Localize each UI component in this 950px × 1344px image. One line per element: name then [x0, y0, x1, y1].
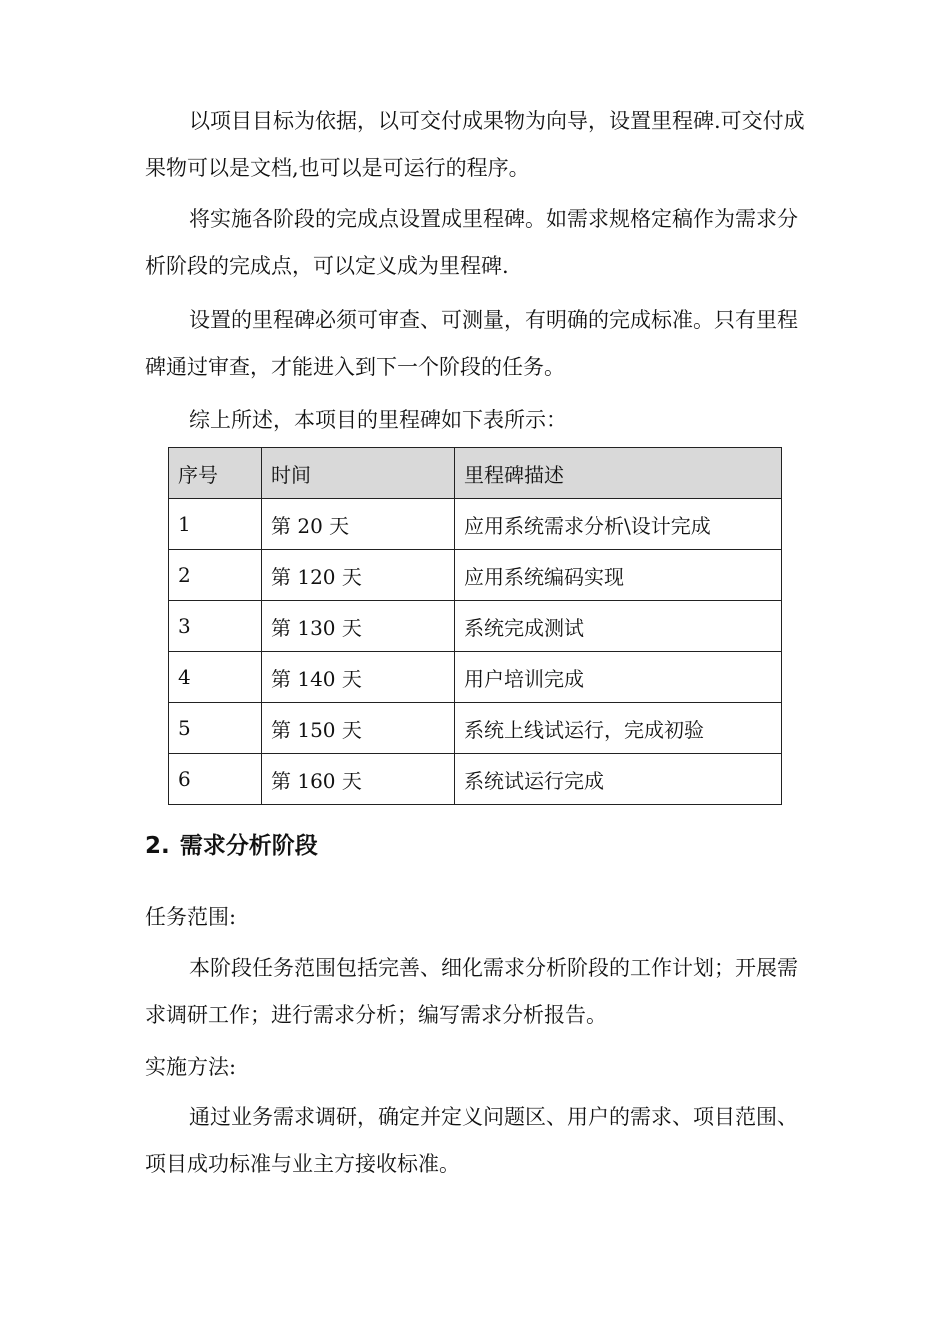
- section-title: 需求分析阶段: [179, 833, 318, 859]
- table-row: [169, 754, 782, 805]
- table-row: [169, 703, 782, 754]
- section-number: 2.: [145, 833, 170, 859]
- cell-description: 系统完成测试: [455, 601, 782, 652]
- cell-description: 应用系统编码实现: [455, 550, 782, 601]
- paragraph-milestone-phases: 将实施各阶段的完成点设置成里程碑。如需求规格定稿作为需求分析阶段的完成点，可以定义成为里程碑.: [145, 207, 798, 278]
- cell-time: 第 140 天: [262, 652, 455, 703]
- cell-time: 第 130 天: [262, 601, 455, 652]
- scope-label: 任务范围:: [145, 905, 237, 929]
- method-paragraph: 通过业务需求调研，确定并定义问题区、用户的需求、项目范围、项目成功标准与业主方接收标准。: [145, 1105, 798, 1176]
- cell-index: 2: [169, 550, 262, 601]
- cell-index: 4: [169, 652, 262, 703]
- cell-description: 系统上线试运行，完成初验: [455, 703, 782, 754]
- milestone-table: [168, 447, 782, 805]
- method-label: 实施方法:: [145, 1055, 237, 1079]
- paragraph-table-intro: 综上所述，本项目的里程碑如下表所示：: [189, 408, 567, 432]
- cell-description: 应用系统需求分析\设计完成: [455, 499, 782, 550]
- cell-index: 3: [169, 601, 262, 652]
- scope-paragraph: 本阶段任务范围包括完善、细化需求分析阶段的工作计划；开展需求调研工作；进行需求分析；编写需求分析报告。: [145, 956, 798, 1027]
- cell-index: 5: [169, 703, 262, 754]
- cell-time: 第 150 天: [262, 703, 455, 754]
- column-header-time: 时间: [262, 448, 455, 499]
- table-row: [169, 601, 782, 652]
- cell-description: 系统试运行完成: [455, 754, 782, 805]
- cell-index: 6: [169, 754, 262, 805]
- section-heading: [145, 826, 318, 866]
- table-row: [169, 652, 782, 703]
- cell-index: 1: [169, 499, 262, 550]
- table-row: [169, 550, 782, 601]
- table-header-row: [169, 448, 782, 499]
- paragraph-milestone-criteria: 设置的里程碑必须可审查、可测量，有明确的完成标准。只有里程碑通过审查，才能进入到下一个阶段的任务。: [145, 308, 798, 379]
- column-header-description: 里程碑描述: [455, 448, 782, 499]
- paragraph-milestone-basis: 以项目目标为依据，以可交付成果物为向导，设置里程碑.可交付成果物可以是文档,也可以是可运行的程序。: [145, 109, 805, 180]
- cell-time: 第 160 天: [262, 754, 455, 805]
- cell-description: 用户培训完成: [455, 652, 782, 703]
- cell-time: 第 120 天: [262, 550, 455, 601]
- column-header-index: 序号: [169, 448, 262, 499]
- table-row: [169, 499, 782, 550]
- cell-time: 第 20 天: [262, 499, 455, 550]
